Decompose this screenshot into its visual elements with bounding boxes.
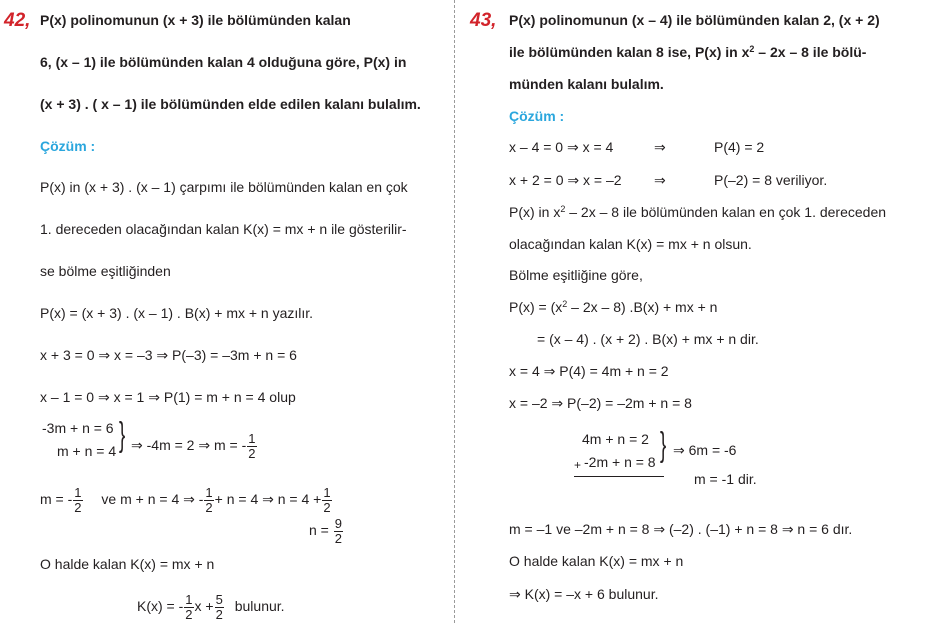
fraction-one-half: $\frac{1}{2}$ <box>205 485 213 515</box>
problem-number: 42, <box>4 10 31 31</box>
question-line-1: P(x) polinomunun (x + 3) ile bölümünden kalan <box>40 12 351 28</box>
solution-heading: Çözüm : <box>509 108 565 124</box>
remainder-line-1: P(x) in $x^2 - 2x - 8$ ile bölümünden kalan en çok 1. dereceden <box>509 204 887 220</box>
solution-heading: Çözüm : <box>40 138 96 154</box>
final-answer: K(x) = - $\frac{1}{2}$ x + $\frac{5}{2}$ bulunur. <box>137 592 285 622</box>
solution-line-6: x – 1 = 0 ⇒ x = 1 ⇒ P(1) = m + n = 4 olup <box>40 389 296 405</box>
solution-line-4: P(x) = (x + 3) . (x – 1) . B(x) + mx + n yazılır. <box>40 305 314 321</box>
division-heading: Bölme eşitliğine göre, <box>509 267 643 283</box>
fraction-five-halves: $\frac{5}{2}$ <box>215 592 223 622</box>
n-solution-line: m = –1 ve –2m + n = 8 ⇒ (–2) . (–1) + n = 8 ⇒ n = 6 dır. <box>509 521 853 537</box>
remainder-line-2: olacağından kalan K(x) = mx + n olsun. <box>509 236 752 252</box>
substitution-1: x = 4 ⇒ P(4) = 4m + n = 2 <box>509 363 669 379</box>
solution-line-5: x + 3 = 0 ⇒ x = –3 ⇒ P(–3) = –3m + n = 6 <box>40 347 297 363</box>
implies-arrow: ⇒ <box>654 172 666 188</box>
division-eq-2: = (x – 4) . (x + 2) . B(x) + mx + n dir. <box>537 331 759 347</box>
sum-line <box>574 476 664 477</box>
system-eq-2: m + n = 4 <box>57 443 117 459</box>
substitution-2: x = –2 ⇒ P(–2) = –2m + n = 8 <box>509 395 692 411</box>
fraction-one-half: $\frac{1}{2}$ <box>248 431 256 461</box>
n-value-line: n = $\frac{9}{2}$ <box>309 516 342 546</box>
fraction-one-half: $\frac{1}{2}$ <box>185 592 193 622</box>
question-line-2: 6, (x – 1) ile bölümünden kalan 4 olduğuna göre, P(x) in <box>40 54 407 70</box>
solution-line-2: 1. dereceden olacağından kalan K(x) = mx + n ile gösterilir- <box>40 221 407 237</box>
solution-line-3: se bölme eşitliğinden <box>40 263 171 279</box>
division-eq-1: $P(x) = (x^2 - 2x - 8) .B(x)$ + mx + n <box>509 299 718 315</box>
conclusion-line: O halde kalan K(x) = mx + n <box>40 556 215 572</box>
brace-symbol: } <box>660 426 667 464</box>
step-1-result: P(4) = 2 <box>714 139 765 155</box>
problem-number: 43, <box>470 10 497 31</box>
fraction-one-half: $\frac{1}{2}$ <box>323 485 331 515</box>
conclusion-line: O halde kalan K(x) = mx + n <box>509 553 684 569</box>
implies-arrow: ⇒ <box>654 139 666 155</box>
question-line-3: (x + 3) . ( x – 1) ile bölümünden elde edilen kalanı bulalım. <box>40 96 421 112</box>
question-line-3: münden kalanı bulalım. <box>509 76 664 92</box>
question-line-1: P(x) polinomunun (x – 4) ile bölümünden kalan 2, (x + 2) <box>509 12 880 28</box>
brace-symbol: } <box>119 416 126 454</box>
m-value-line: m = - $\frac{1}{2}$ ve m + n = 4 ⇒ - $\frac{1}{2}$ + n = 4 ⇒ n = 4 + $\frac{1}{2}$ <box>40 485 331 515</box>
system-eq-2: -2m + n = 8 <box>584 454 656 470</box>
m-result: m = -1 dir. <box>694 471 757 487</box>
question-line-2: ile bölümünden kalan 8 ise, P(x) in $x^2 - 2x - 8$ ile bölü- <box>509 44 867 60</box>
solution-line-1: P(x) in (x + 3) . (x – 1) çarpımı ile bölümünden kalan en çok <box>40 179 408 195</box>
system-result: ⇒ -4m = 2 ⇒ m = - $\frac{1}{2}$ <box>131 431 256 461</box>
step-2: x + 2 = 0 ⇒ x = –2 <box>509 172 622 188</box>
fraction-one-half: $\frac{1}{2}$ <box>74 485 82 515</box>
system-eq-1: 4m + n = 2 <box>582 431 649 447</box>
final-answer: ⇒ K(x) = –x + 6 bulunur. <box>509 586 659 602</box>
system-result: ⇒ 6m = -6 <box>673 442 737 458</box>
column-divider <box>454 0 455 623</box>
step-1: x – 4 = 0 ⇒ x = 4 <box>509 139 614 155</box>
step-2-result: P(–2) = 8 veriliyor. <box>714 172 828 188</box>
plus-sign: + <box>574 458 582 472</box>
fraction-nine-halves: $\frac{9}{2}$ <box>334 516 342 546</box>
system-eq-1: -3m + n = 6 <box>42 420 114 436</box>
